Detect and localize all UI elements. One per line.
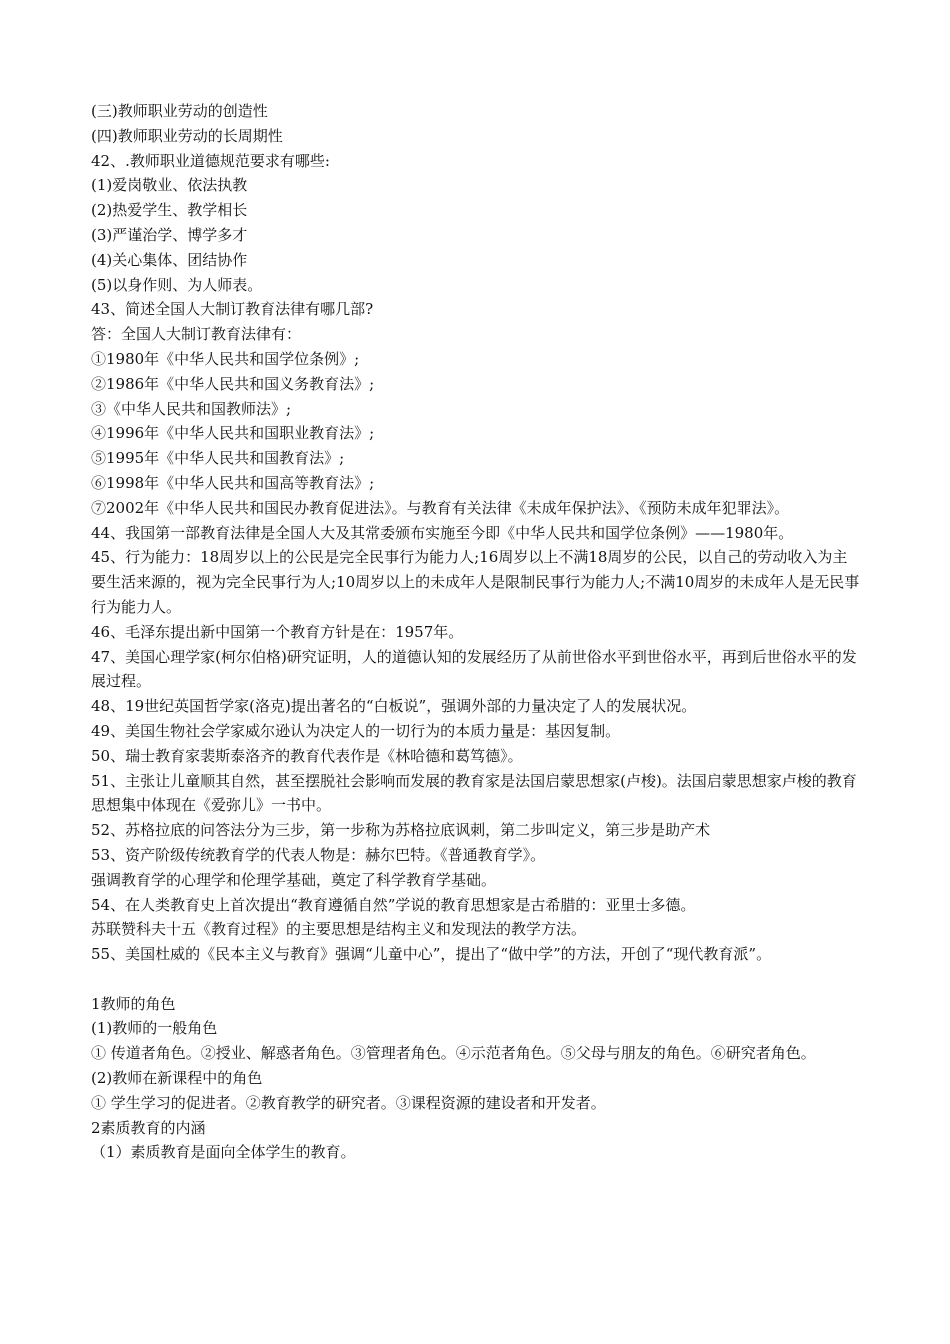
list-item: (1)爱岗敬业、依法执教 [91, 176, 248, 195]
text-paragraph: 55、美国杜威的《民本主义与教育》强调“儿童中心”，提出了“做中学”的方法，开创了“现代教育派”。 [91, 945, 772, 964]
list-item: ⑦2002年《中华人民共和国民办教育促进法》。与教育有关法律《未成年保护法》、《预防未成年犯罪法》。 [91, 498, 790, 517]
blank-line [91, 967, 861, 992]
question-heading: 42、.教师职业道德规范要求有哪些: [91, 151, 330, 170]
answer-line: 答：全国人大制订教育法律有： [91, 325, 302, 344]
text-paragraph: ① 传道者角色。②授业、解惑者角色。③管理者角色。④示范者角色。⑤父母与朋友的角色。⑥研究者角色。 [91, 1044, 816, 1063]
text-paragraph: 52、苏格拉底的问答法分为三步，第一步称为苏格拉底讽刺，第二步叫定义，第三步是助产术 [91, 821, 711, 840]
text-paragraph: 53、资产阶级传统教育学的代表人物是：赫尔巴特。《普通教育学》。 [91, 845, 546, 864]
list-item: ①1980年《中华人民共和国学位条例》; [91, 349, 360, 368]
document-page [91, 99, 861, 1165]
subsection-heading: (2)教师在新课程中的角色 [91, 1069, 263, 1088]
text-paragraph: 45、行为能力：18周岁以上的公民是完全民事行为能力人;16周岁以上不满18周岁的公民，以自己的劳动收入为主要生活来源的，视为完全民事行为人;10周岁以上的未成年人是限制民事行为能力人;不满10周岁的未成年人是无民事行为能力人。 [91, 548, 860, 616]
question-heading: 43、简述全国人大制订教育法律有哪几部? [91, 300, 374, 319]
list-item: (2)热爱学生、教学相长 [91, 201, 248, 220]
text-paragraph: 48、19世纪英国哲学家(洛克)提出著名的“白板说”，强调外部的力量决定了人的发展状况。 [91, 697, 697, 716]
text-paragraph: 50、瑞士教育家裴斯泰洛齐的教育代表作是《林哈德和葛笃德》。 [91, 746, 523, 765]
text-paragraph: 44、我国第一部教育法律是全国人大及其常委颁布实施至今即《中华人民共和国学位条例》——1980年。 [91, 523, 794, 542]
list-item: (4)关心集体、团结协作 [91, 250, 248, 269]
text-paragraph: 46、毛泽东提出新中国第一个教育方针是在：1957年。 [91, 622, 464, 641]
list-item: (5)以身作则、为人师表。 [91, 275, 263, 294]
list-item: (3)严谨治学、博学多才 [91, 225, 248, 244]
list-item: ④1996年《中华人民共和国职业教育法》; [91, 424, 375, 443]
subsection-heading: (1)教师的一般角色 [91, 1019, 218, 1038]
text-paragraph: 苏联赞科夫十五《教育过程》的主要思想是结构主义和发现法的教学方法。 [91, 920, 587, 939]
section-heading: 1教师的角色 [91, 994, 176, 1013]
list-item: ②1986年《中华人民共和国义务教育法》; [91, 374, 375, 393]
text-paragraph: 51、主张让儿童顺其自然，甚至摆脱社会影响而发展的教育家是法国启蒙思想家(卢梭)。法国启蒙思想家卢梭的教育思想集中体现在《爱弥儿》一书中。 [91, 771, 857, 815]
section-heading: 2素质教育的内涵 [91, 1118, 206, 1137]
list-item: ③《中华人民共和国教师法》; [91, 399, 292, 418]
text-paragraph: 54、在人类教育史上首次提出“教育遵循自然”学说的教育思想家是古希腊的：亚里士多德。 [91, 895, 696, 914]
text-line: (三)教师职业劳动的创造性 [91, 102, 268, 120]
text-paragraph: 49、美国生物社会学家威尔逊认为决定人的一切行为的本质力量是：基因复制。 [91, 721, 621, 740]
list-item: ⑤1995年《中华人民共和国教育法》; [91, 449, 345, 468]
text-paragraph: （1）素质教育是面向全体学生的教育。 [91, 1143, 356, 1162]
list-item: ⑥1998年《中华人民共和国高等教育法》; [91, 473, 375, 492]
text-paragraph: 强调教育学的心理学和伦理学基础，奠定了科学教育学基础。 [91, 870, 497, 889]
text-line: (四)教师职业劳动的长周期性 [91, 126, 283, 145]
text-paragraph: ① 学生学习的促进者。②教育教学的研究者。③课程资源的建设者和开发者。 [91, 1093, 606, 1112]
text-paragraph: 47、美国心理学家(柯尔伯格)研究证明，人的道德认知的发展经历了从前世俗水平到世俗水平，再到后世俗水平的发展过程。 [91, 647, 857, 691]
